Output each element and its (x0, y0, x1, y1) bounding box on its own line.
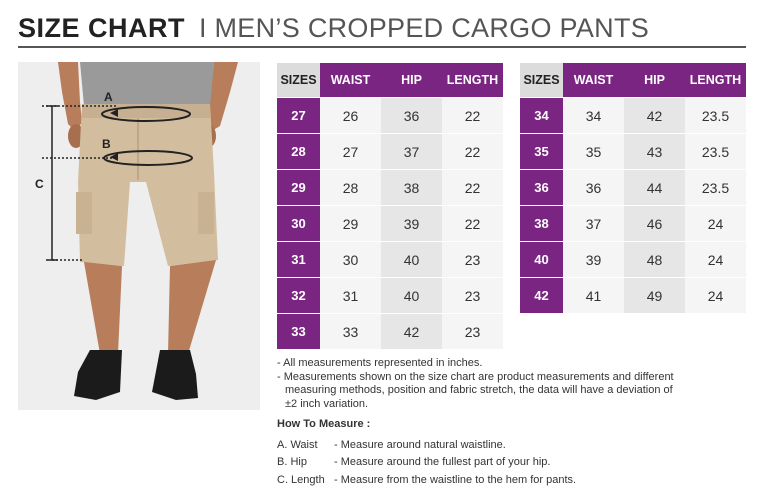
page-title (18, 10, 649, 46)
size-cell: 35 (520, 134, 563, 170)
how-to-item-waist (277, 436, 747, 454)
shirt (80, 62, 214, 106)
waist-cell: 30 (320, 242, 381, 278)
col-header-waist: WAIST (320, 63, 381, 98)
left-cargo-pocket (76, 192, 92, 234)
how-to-measure (277, 418, 747, 489)
col-header-sizes: SIZES (277, 63, 320, 98)
table-row (520, 242, 746, 278)
label-c: C (35, 177, 44, 191)
length-cell: 24 (685, 242, 746, 278)
waist-cell: 34 (563, 98, 624, 134)
how-to-label: B. Hip (277, 456, 307, 469)
length-cell: 22 (442, 170, 503, 206)
waist-cell: 39 (563, 242, 624, 278)
table-row (277, 278, 503, 314)
table-header-row (520, 63, 746, 98)
table-row (520, 278, 746, 314)
waist-cell: 27 (320, 134, 381, 170)
table-row (520, 134, 746, 170)
table-row (277, 206, 503, 242)
measurement-notes (277, 357, 747, 411)
size-cell: 42 (520, 278, 563, 314)
how-to-title: How To Measure : (277, 418, 371, 430)
hip-cell: 36 (381, 98, 442, 134)
waist-cell: 26 (320, 98, 381, 134)
label-a: A (104, 90, 113, 104)
length-cell: 22 (442, 134, 503, 170)
size-cell: 38 (520, 206, 563, 242)
hip-cell: 42 (624, 98, 685, 134)
table-header-row (277, 63, 503, 98)
model-illustration (18, 62, 260, 410)
how-to-desc: - Measure around the fullest part of your hip. (334, 456, 551, 469)
note-inches: - All measurements represented in inches. (277, 357, 483, 369)
title-divider (18, 46, 746, 48)
table-row (520, 98, 746, 134)
size-cell: 33 (277, 314, 320, 350)
how-to-desc: - Measure from the waistline to the hem for pants. (334, 473, 577, 486)
waist-cell: 36 (563, 170, 624, 206)
table-row (277, 98, 503, 134)
col-header-hip: HIP (624, 63, 685, 98)
size-table-left (277, 63, 503, 350)
label-b: B (102, 137, 111, 151)
right-cargo-pocket (198, 192, 214, 234)
waist-cell: 37 (563, 206, 624, 242)
length-cell: 23 (442, 278, 503, 314)
table-row (277, 314, 503, 350)
model-figure (18, 62, 260, 410)
hip-cell: 49 (624, 278, 685, 314)
length-cell: 24 (685, 206, 746, 242)
how-to-item-hip (277, 454, 747, 472)
hip-cell: 44 (624, 170, 685, 206)
size-cell: 31 (277, 242, 320, 278)
length-cell: 23.5 (685, 170, 746, 206)
waist-cell: 35 (563, 134, 624, 170)
length-cell: 23.5 (685, 98, 746, 134)
right-shoe (152, 350, 198, 400)
note-deviation-2: measuring methods, position and fabric stretch, the data will have a deviation of (285, 384, 673, 396)
table-row (277, 134, 503, 170)
table-row (277, 242, 503, 278)
table-row (520, 206, 746, 242)
size-cell: 30 (277, 206, 320, 242)
waist-cell: 33 (320, 314, 381, 350)
left-arm (58, 62, 82, 132)
table-row (520, 170, 746, 206)
title-separator: I (199, 12, 207, 43)
length-cell: 22 (442, 98, 503, 134)
hip-cell: 46 (624, 206, 685, 242)
col-header-sizes: SIZES (520, 63, 563, 98)
length-cell: 23 (442, 242, 503, 278)
waist-cell: 41 (563, 278, 624, 314)
length-cell: 24 (685, 278, 746, 314)
shorts (78, 104, 218, 266)
size-cell: 36 (520, 170, 563, 206)
size-cell: 28 (277, 134, 320, 170)
size-cell: 40 (520, 242, 563, 278)
waist-cell: 28 (320, 170, 381, 206)
waist-cell: 29 (320, 206, 381, 242)
right-leg (168, 260, 216, 354)
hip-cell: 40 (381, 242, 442, 278)
size-table-right (520, 63, 746, 314)
col-header-length: LENGTH (442, 63, 503, 98)
hip-cell: 38 (381, 170, 442, 206)
waist-cell: 31 (320, 278, 381, 314)
length-cell: 23.5 (685, 134, 746, 170)
left-shoe (74, 350, 122, 400)
size-cell: 34 (520, 98, 563, 134)
col-header-waist: WAIST (563, 63, 624, 98)
how-to-label: C. Length (277, 473, 325, 486)
size-cell: 29 (277, 170, 320, 206)
left-leg (84, 262, 122, 354)
note-deviation-3: ±2 inch variation. (285, 397, 369, 410)
how-to-desc: - Measure around natural waistline. (334, 438, 506, 451)
note-deviation-1: - Measurements shown on the size chart are product measurements and different (277, 370, 674, 383)
title-product: MEN’S CROPPED CARGO PANTS (214, 12, 650, 43)
hip-cell: 48 (624, 242, 685, 278)
hip-cell: 43 (624, 134, 685, 170)
length-cell: 22 (442, 206, 503, 242)
hip-cell: 40 (381, 278, 442, 314)
size-cell: 27 (277, 98, 320, 134)
table-row (277, 170, 503, 206)
how-to-label: A. Waist (277, 438, 318, 451)
hip-cell: 39 (381, 206, 442, 242)
how-to-item-length (277, 471, 747, 489)
hip-cell: 37 (381, 134, 442, 170)
size-cell: 32 (277, 278, 320, 314)
col-header-hip: HIP (381, 63, 442, 98)
title-bold: SIZE CHART (18, 12, 185, 43)
col-header-length: LENGTH (685, 63, 746, 98)
hip-cell: 42 (381, 314, 442, 350)
length-cell: 23 (442, 314, 503, 350)
